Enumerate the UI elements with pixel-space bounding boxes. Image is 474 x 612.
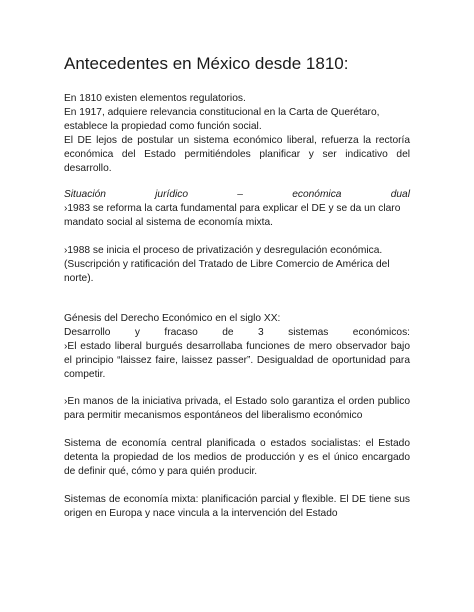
- paragraph-economia-mixta: Sistemas de economía mixta: planificación parcial y flexible. El DE tiene sus origen en Europa y nace vincula a la intervención del Estado: [64, 493, 410, 519]
- situacion-heading: [64, 188, 410, 202]
- page-title: Antecedentes en México desde 1810:: [64, 54, 349, 73]
- section-genesis: [64, 312, 410, 521]
- paragraph-economia-central: Sistema de economía central planificada o estados socialistas: el Estado detenta la propiedad de los medios de producción y es el único encargado de definir qué, cómo y para quién producir.: [64, 438, 410, 478]
- paragraph-estado-liberal: ›El estado liberal burgués desarrollaba funciones de mero observador bajo el principio “laissez faire, laissez passer”. Desigualdad de oportunidad para competir.: [64, 340, 410, 380]
- heading-word: –: [237, 189, 243, 201]
- paragraph-de-rectoria: El DE lejos de postular un sistema económico liberal, refuerza la rectoría económica del Estado permitiéndoles planificar y ser indicativo del desarrollo.: [64, 134, 410, 174]
- section-antecedentes: [64, 92, 410, 175]
- subheading-word: y: [134, 326, 140, 338]
- paragraph-1988: ›1988 se inicia el proceso de privatización y desregulación económica. (Suscripción y ratificación del Tratado de Libre Comercio de América del norte).: [64, 245, 390, 284]
- paragraph-1810: En 1810 existen elementos regulatorios.: [64, 93, 246, 104]
- subheading-word: Desarrollo: [64, 326, 111, 338]
- heading-word: jurídico: [155, 189, 189, 201]
- subheading-word: 3: [258, 326, 264, 338]
- genesis-heading: Génesis del Derecho Económico en el siglo XX:: [64, 312, 281, 324]
- genesis-subheading: [64, 326, 410, 340]
- heading-word: dual: [390, 189, 410, 201]
- paragraph-1917: En 1917, adquiere relevancia constitucional en la Carta de Querétaro, establece la propiedad como función social.: [64, 106, 380, 132]
- subheading-word: sistemas: [288, 326, 329, 338]
- paragraph-iniciativa-privada: ›En manos de la iniciativa privada, el Estado solo garantiza el orden publico para permitir mecanismos espontáneos del liberalismo económico: [64, 396, 410, 422]
- section-situacion: [64, 188, 410, 285]
- heading-word: económica: [292, 189, 342, 201]
- document-page: [64, 54, 410, 521]
- subheading-word: económicos:: [352, 326, 410, 338]
- subheading-word: de: [222, 326, 234, 338]
- paragraph-1983: ›1983 se reforma la carta fundamental para explicar el DE y se da un claro mandato social al sistema de economía mixta.: [64, 203, 401, 229]
- subheading-word: fracaso: [164, 326, 198, 338]
- heading-word: Situación: [64, 189, 106, 201]
